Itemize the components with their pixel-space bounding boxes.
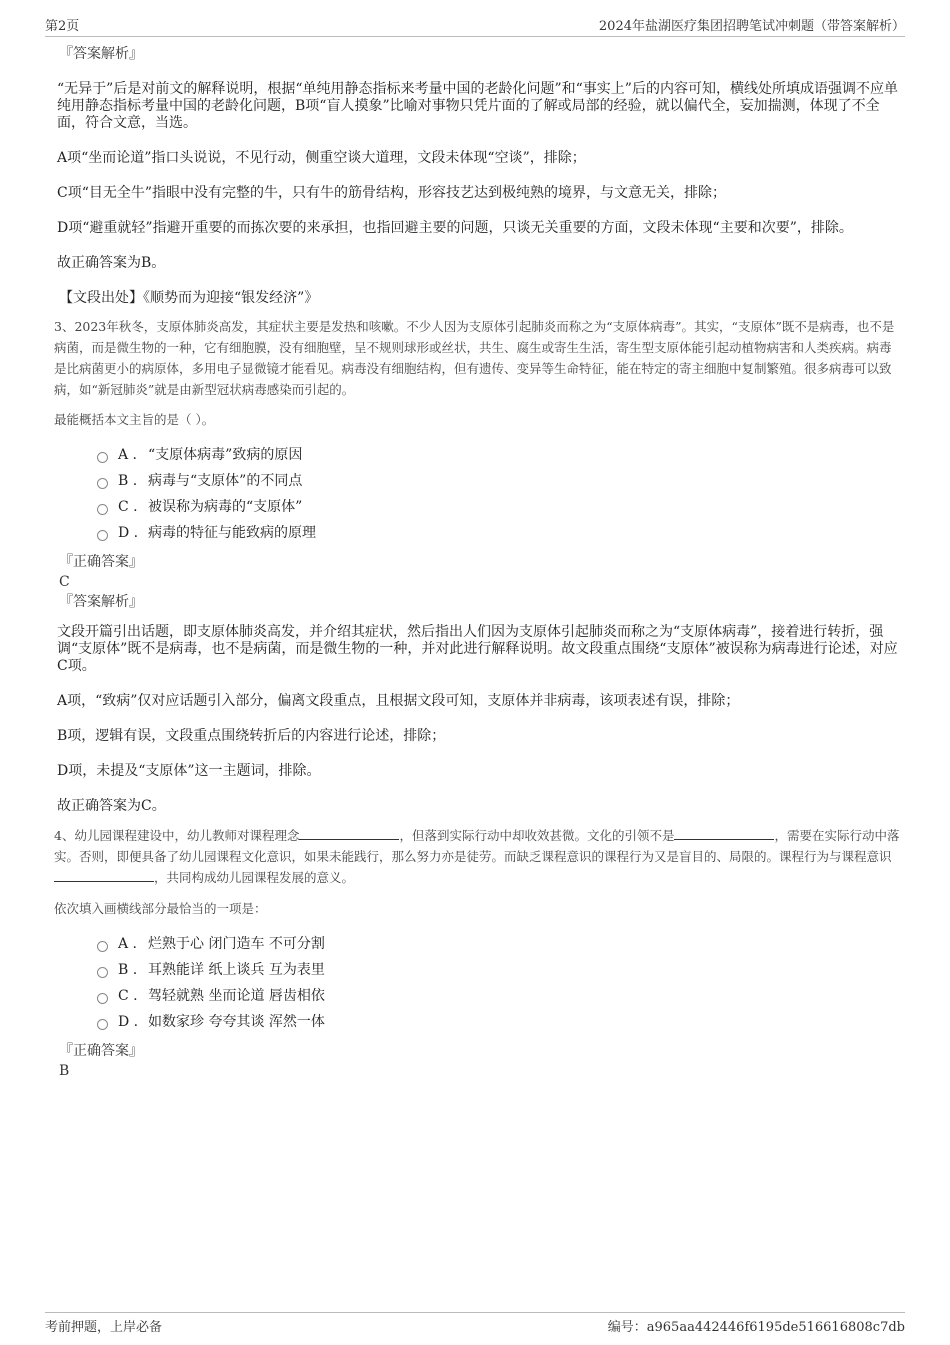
q2-analysis-p3: C项“目无全牛”指眼中没有完整的牛，只有牛的筋骨结构，形容技艺达到极纯熟的境界，与文意无关，排除； [57,185,727,201]
radio-icon[interactable] [97,504,108,515]
q4-option-a[interactable]: A . 烂熟于心 闭门造车 不可分割 [97,931,900,957]
q2-analysis-p4: D项“避重就轻”指避开重要的而拣次要的来承担，也指回避主要的问题，只谈无关重要的方面，文段未体现“主要和次要”，排除。 [57,220,853,236]
q3-stem: 3、2023年秋冬，支原体肺炎高发，其症状主要是发热和咳嗽。不少人因为支原体引起肺炎而称之为“支原体病毒”。其实，“支原体”既不是病毒，也不是病菌，而是微生物的一种，它有细胞膜，没有细胞壁，呈不规则球形或丝状，共生、腐生或寄生生活，寄生型支原体能引起动植物病害和人类疾病。病毒是比病菌更小的病原体，多用电子显微镜才能看见。病毒没有细胞结构，但有遗传、变异等生命特征，能在特定的寄主细胞中复制繁殖。很多病毒可以致病，如“新冠肺炎”就是由新型冠状病毒感染而引起的。 [54,319,895,397]
radio-icon[interactable] [97,1019,108,1030]
answer-blank-1 [299,827,399,840]
q3-conclusion: 故正确答案为C。 [57,798,166,814]
q3-correct-label: 『正确答案』 [59,554,143,570]
q2-analysis-p1: “无异于”后是对前文的解释说明，根据“单纯用静态指标来考量中国的老龄化问题”和“事实上”后的内容可知，横线处所填成语强调不应单纯用静态指标考量中国的老龄化问题，B项“盲人摸象”比喻对事物只凭片面的了解或局部的经验，就以偏代全，妄加揣测，体现了不全面，符合文意，当选。 [57,81,898,131]
page-content [54,44,900,1081]
radio-icon[interactable] [97,530,108,541]
q3-analysis-p3: B项，逻辑有误，文段重点围绕转折后的内容进行论述，排除； [57,728,446,744]
q2-conclusion: 故正确答案为B。 [57,255,166,271]
q4-options [97,931,900,1035]
radio-icon[interactable] [97,967,108,978]
page-number: 第2页 [45,19,80,34]
q3-option-d[interactable]: D . 病毒的特征与能致病的原理 [97,520,900,546]
radio-icon[interactable] [97,478,108,489]
radio-icon[interactable] [97,941,108,952]
q3-option-c[interactable]: C . 被误称为病毒的“支原体” [97,494,900,520]
q2-analysis-p2: A项“坐而论道”指口头说说，不见行动，侧重空谈大道理，文段未体现“空谈”，排除； [57,150,586,166]
page-header [45,14,905,37]
q4-option-d[interactable]: D . 如数家珍 夸夸其谈 浑然一体 [97,1009,900,1035]
q3-question: 最能概括本文主旨的是（ ）。 [54,412,215,427]
page-footer [45,1312,905,1335]
q3-option-a[interactable]: A . “支原体病毒”致病的原因 [97,442,900,468]
radio-icon[interactable] [97,993,108,1004]
answer-blank-2 [674,827,774,840]
document-title: 2024年盐湖医疗集团招聘笔试冲刺题（带答案解析） [598,19,905,34]
q4-option-b[interactable]: B . 耳熟能详 纸上谈兵 互为表里 [97,957,900,983]
q4-option-c[interactable]: C . 驾轻就熟 坐而论道 唇齿相依 [97,983,900,1009]
answer-blank-3 [54,869,154,882]
document-id: 编号：a965aa442446f6195de516616808c7db [607,1320,905,1335]
q3-option-b[interactable]: B . 病毒与“支原体”的不同点 [97,468,900,494]
q3-analysis-p2: A项，“致病”仅对应话题引入部分，偏离文段重点，且根据文段可知，支原体并非病毒，该项表述有误，排除； [57,693,740,709]
footer-slogan: 考前押题，上岸必备 [45,1320,163,1335]
q2-source: 【文段出处】《顺势而为迎接“银发经济”》 [59,290,319,306]
q3-analysis-label: 『答案解析』 [59,594,143,610]
q3-correct-answer: C [59,574,70,590]
q4-stem: 4、幼儿园课程建设中，幼儿教师对课程理念 ，但落到实际行动中却收效甚微。文化的引领不是 ，需要在实际行动中落实。否则，即便具备了幼儿园课程文化意识，如果未能践行，那么努力亦是徒劳。而缺乏课程意识的课程行为又是盲目的、局限的。课程行为与课程意识，共同构成幼儿园课程发展的意义。 [54,828,900,885]
radio-icon[interactable] [97,452,108,463]
q3-analysis-p4: D项，未提及“支原体”这一主题词，排除。 [57,763,321,779]
q2-analysis-label: 『答案解析』 [59,46,143,62]
q4-question: 依次填入画横线部分最恰当的一项是： [54,901,267,916]
q4-correct-label: 『正确答案』 [59,1043,143,1059]
q3-options [97,442,900,546]
q4-correct-answer: B [59,1063,70,1079]
q3-analysis-p1: 文段开篇引出话题，即支原体肺炎高发，并介绍其症状，然后指出人们因为支原体引起肺炎而称之为“支原体病毒”，接着进行转折，强调“支原体”既不是病毒，也不是病菌，而是微生物的一种，并对此进行解释说明。故文段重点围绕“支原体”被误称为病毒进行论述，对应C项。 [57,624,898,674]
